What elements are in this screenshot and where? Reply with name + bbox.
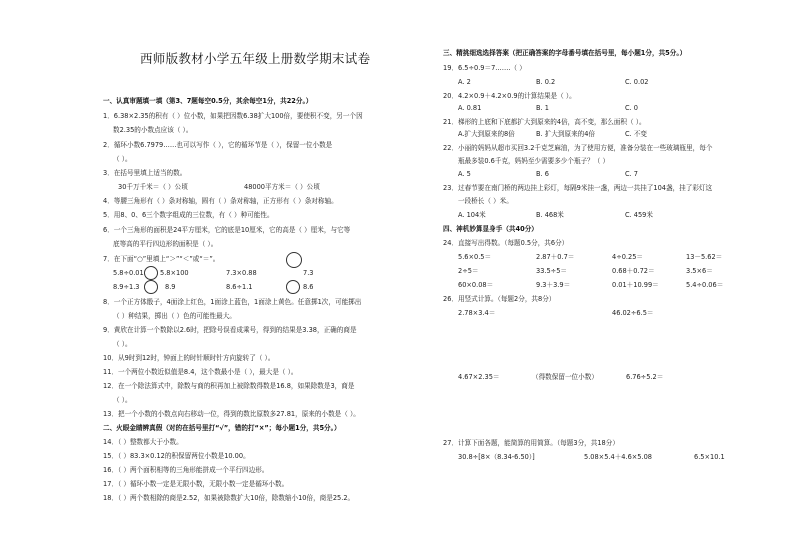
section-2-heading: 二、火眼金睛辨真假（对的在括号里打“√”，错的打“×”；每小题1分，共5分。）	[103, 424, 341, 432]
vertical-calc-2: 46.02÷6.5＝	[612, 309, 654, 317]
question-23-line-2: 一段桥长（ ）米。	[458, 197, 513, 205]
question-20-option-c: C. 0	[625, 104, 638, 112]
compare-r1-right-a: 5.8×100	[160, 269, 189, 277]
question-20-option-a: A. 0.81	[458, 104, 482, 112]
compare-r2-right-a: 8.9	[165, 283, 176, 291]
vertical-calc-3: 4.67×2.35＝	[458, 373, 500, 381]
expression-1: 30.8÷[8×（8.34-6.50）]	[458, 453, 535, 461]
question-3-item-a: 30千万千米＝（ ）公顷	[118, 183, 188, 191]
calc-r2-c3: 0.68＋0.72＝	[612, 267, 655, 275]
section-3-heading: 三、精挑细选选择答案（把正确答案的字母番号填在括号里，每小题1分，共5分。）	[443, 49, 687, 57]
question-22-option-a: A. 5	[458, 170, 471, 178]
question-20-option-b: B. 1	[536, 104, 549, 112]
question-26: 26．用竖式计算。（每题2分，共8分）	[443, 295, 556, 303]
calc-r3-c1: 60×0.08＝	[458, 281, 494, 289]
question-23-option-b: B. 468米	[536, 211, 564, 219]
calc-r3-c2: 9.3＋3.9＝	[536, 281, 571, 289]
question-27: 27．计算下面各题，能简算的用简算。（每题3分，共18分）	[443, 439, 619, 447]
compare-r2-left-a: 8.9÷1.3	[113, 283, 140, 291]
question-5: 5．用8、0、6三个数字组成的三位数，有（ ）种可能性。	[103, 211, 274, 219]
calc-r3-c4: 5.4÷0.06＝	[686, 281, 724, 289]
page-title: 西师版教材小学五年级上册数学期末试卷	[140, 51, 371, 66]
expression-3: 6.5×10.1	[694, 453, 725, 461]
question-22-line-1: 22．小丽的妈妈从超市买回3.2千克芝麻油，为了使用方便，准备分装在一些玻璃瓶里，每个	[443, 144, 713, 152]
section-4-heading: 四、神机妙算显身手（共40分）	[443, 225, 538, 233]
question-21-option-c: C. 不变	[625, 130, 647, 138]
question-13: 13．把一个小数的小数点向右移动一位，得到的数比原数多27.81，原来的小数是（ ）。	[103, 410, 360, 418]
question-11: 11．一个两位小数近似值是8.4，这个数最小是（ ），最大是（ ）。	[103, 368, 298, 376]
question-2-line-1: 2．循环小数6.7979……也可以写作（ ），它的循环节是（ ），保留一位小数是	[103, 141, 333, 149]
calc-r3-c3: 0.01＋10.99＝	[612, 281, 659, 289]
question-19-option-a: A. 2	[458, 78, 471, 86]
compare-r2-left-b: 8.6÷1.1	[226, 283, 253, 291]
question-23-option-a: A. 104米	[458, 211, 486, 219]
question-10: 10．从9时到12时，钟面上的时针顺时针方向旋转了（ ）。	[103, 354, 275, 362]
question-6-line-1: 6．一个三角形的面积是24平方厘米，它的底是10厘米，它的高是（ ）厘米，与它等	[103, 226, 351, 234]
question-24: 24．直接写出得数。（每题0.5分，共6分）	[443, 239, 569, 247]
compare-circle-2[interactable]	[144, 280, 158, 294]
question-19-option-b: B. 0.2	[536, 78, 556, 86]
question-7: 7．在下面“○”里填上“＞”“＜”或“＝”。	[103, 255, 220, 263]
compare-circle-4[interactable]	[286, 280, 300, 294]
question-14: 14．（ ）整数都大于小数。	[103, 438, 183, 446]
question-19-option-c: C. 0.02	[625, 78, 649, 86]
question-12-line-1: 12．在一个除法算式中，除数与商的积再加上被除数得数是16.8，如果除数是3，商是	[103, 382, 355, 390]
compare-circle-3[interactable]	[286, 252, 302, 268]
question-21-option-b: B. 扩大到原来的4倍	[536, 130, 596, 138]
question-16: 16．（ ）两个面积相等的三角形能拼成一个平行四边形。	[103, 466, 269, 474]
question-23-option-c: C. 459米	[625, 211, 653, 219]
calc-r2-c2: 33.5÷5＝	[536, 267, 567, 275]
question-23-line-1: 23．过春节要在南门桥的两边挂上彩灯，每隔9米挂一盏，两边一共挂了104盏，挂了彩灯这	[443, 184, 713, 192]
question-6-line-2: 底等高的平行四边形的面积是（ ）。	[113, 240, 218, 248]
question-1-line-2: 数2.35的小数点应该（ ）。	[113, 126, 193, 134]
question-22-line-2: 瓶最多装0.6千克，妈妈至少需要多少个瓶子？（ ）	[458, 157, 610, 165]
question-9-line-1: 9．黄欣在计算一个数除以2.6时，把除号误看成乘号，得到的结果是3.38，正确的商是	[103, 326, 357, 334]
question-21-option-a: A.扩大到原来的8倍	[458, 130, 515, 138]
compare-r1-right-b: 7.3	[303, 269, 314, 277]
question-17: 17．（ ）循环小数一定是无限小数，无限小数一定是循环小数。	[103, 480, 289, 488]
expression-2: 5.08×5.4＋4.6×5.08	[584, 453, 652, 461]
question-8-line-2: （ ）种结果，掷出（ ）色的可能性最大。	[113, 312, 236, 320]
vertical-calc-3-note: （得数保留一位小数）	[532, 373, 598, 381]
question-8-line-1: 8．一个正方体骰子，4面涂上红色，1面涂上蓝色，1面涂上黄色。任意掷1次，可能掷出	[103, 298, 362, 306]
vertical-calc-4: 6.76÷5.2＝	[626, 373, 664, 381]
question-22-option-c: C. 7	[625, 170, 638, 178]
calc-r2-c1: 2÷5＝	[458, 267, 479, 275]
question-3-item-b: 48000平方米＝（ ）公顷	[244, 183, 320, 191]
question-15: 15．（ ）83.3×0.12的积保留两位小数是10.00。	[103, 452, 250, 460]
calc-r1-c4: 13－5.62＝	[686, 253, 723, 261]
question-22-option-b: B. 6	[536, 170, 549, 178]
question-4: 4．等腰三角形有（ ）条对称轴，圆有（ ）条对称轴，正方形有（ ）条对称轴。	[103, 197, 338, 205]
compare-r1-left-b: 7.3×0.88	[226, 269, 257, 277]
compare-r1-left-a: 5.8÷0.01	[113, 269, 144, 277]
question-3: 3．在括号里填上适当的数。	[103, 169, 187, 177]
calc-r1-c1: 5.6×0.5＝	[458, 253, 492, 261]
question-18: 18．（ ）两个数相除的商是2.52，如果被除数扩大10倍，除数缩小10倍，商是25.2。	[103, 494, 355, 502]
question-2-line-2: （ ）。	[113, 155, 132, 163]
section-1-heading: 一、认真审题填一填（第3、7题每空0.5分，其余每空1分，共22分。）	[103, 97, 313, 105]
question-12-line-2: （ ）。	[113, 396, 132, 404]
calc-r2-c4: 3.5×6＝	[686, 267, 713, 275]
question-19: 19．6.5÷0.9＝7.……（ ）	[443, 64, 526, 72]
question-1-line-1: 1．6.38×2.35的积有（ ）位小数，如果把因数6.38扩大100倍，要使积不变，另一个因	[103, 112, 363, 120]
calc-r1-c2: 2.87＋0.7＝	[536, 253, 575, 261]
question-9-line-2: （ ）。	[113, 340, 132, 348]
compare-r2-right-b: 8.6	[303, 283, 314, 291]
question-20: 20．4.2×0.9＋4.2×0.9的计算结果是（ ）。	[443, 92, 576, 100]
question-21: 21．梯形的上底和下底都扩大到原来的4倍，高不变，那么面积（ ）。	[443, 118, 646, 126]
compare-circle-1[interactable]	[144, 266, 158, 280]
vertical-calc-1: 2.78×3.4＝	[458, 309, 496, 317]
calc-r1-c3: 4÷0.25＝	[612, 253, 643, 261]
